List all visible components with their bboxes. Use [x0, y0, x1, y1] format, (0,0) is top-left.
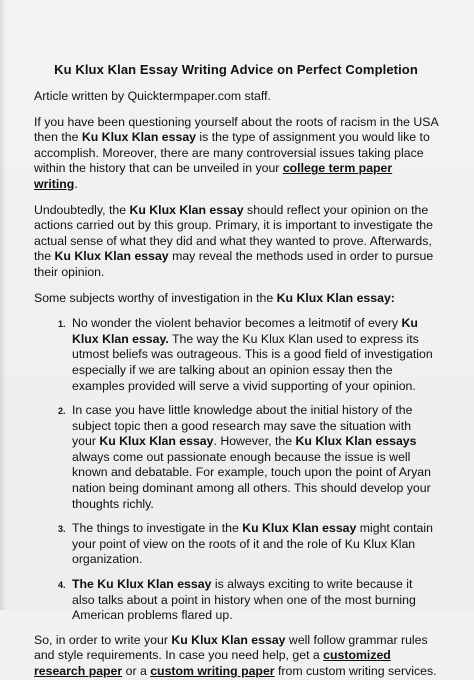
paragraph-conclusion: So, in order to write your Ku Klux Klan essay well follow grammar rules and style requirements. In case you need help, get a customized research paper or a custom writing paper from custom writing services. — [34, 632, 437, 678]
list-item: 1. No wonder the violent behavior becomes a leitmotif of every Ku Klux Klan essay. The way the Ku Klux Klan used to express its utmost beliefs was outrageous. This is a good field of investigation especially if we are talking about an opinion essay then the examples provided will serve a vivid supporting of your opinion. — [68, 316, 438, 394]
paragraph-intro: If you have been questioning yourself about the roots of racism in the USA then the Ku Klux Klan essay is the type of assignment you would like to accomplish. Moreover, there are many controversial issues taking place within the history that can be unveiled in your college term paper writing. — [34, 114, 438, 191]
link-custom-writing-paper[interactable]: custom writing paper — [150, 664, 275, 678]
article-title: Ku Klux Klan Essay Writing Advice on Perfect Completion — [54, 62, 418, 77]
page-edge-shadow — [0, 0, 6, 610]
subjects-list — [34, 316, 438, 624]
list-item: 4. The Ku Klux Klan essay is always exciting to write because it also talks about a point in history when one of the most burning American problems flared up. — [68, 577, 438, 624]
bold-keyword: Ku Klux Klan essays — [295, 434, 417, 449]
bold-keyword: Ku Klux Klan essay — [99, 434, 214, 449]
byline: Article written by Quicktermpaper.com staff. — [34, 89, 271, 103]
paragraph-subjects-lead: Some subjects worthy of investigation in the Ku Klux Klan essay: — [34, 290, 395, 305]
list-item: 2. In case you have little knowledge about the initial history of the subject topic then a good research may save the situation with your Ku Klux Klan essay. However, the Ku Klux Klan essays always come out passionate enough because the issue is well known and debatable. For example, touch upon the point of Aryan nation being dominant among all others. This should develop your thoughts richly. — [68, 403, 438, 512]
paragraph-opinion: Undoubtedly, the Ku Klux Klan essay should reflect your opinion on the actions carried out by this group. Primary, it is important to investigate the actual sense of what they did and what they wanted to prove. Afterwards, the Ku Klux Klan essay may reveal the methods used in order to pursue their opinion. — [34, 202, 434, 279]
bold-keyword: Ku Klux Klan essay — [129, 202, 244, 217]
bold-keyword: Ku Klux Klan essay — [54, 249, 169, 264]
bold-keyword: Ku Klux Klan essay. — [72, 316, 418, 346]
bold-keyword: The Ku Klux Klan essay — [72, 577, 212, 592]
link-college-term-paper-writing[interactable]: college term paper writing — [34, 161, 393, 191]
list-item: 3. The things to investigate in the Ku Klux Klan essay might contain your point of view on the roots of it and the role of Ku Klux Klan organization. — [68, 521, 438, 568]
bold-keyword: Ku Klux Klan essay: — [276, 290, 395, 305]
bold-keyword: Ku Klux Klan essay — [171, 632, 286, 647]
bold-keyword: Ku Klux Klan essay — [242, 521, 357, 536]
link-customized-research-paper[interactable]: customized research paper — [34, 648, 391, 678]
bold-keyword: Ku Klux Klan essay — [81, 130, 197, 145]
